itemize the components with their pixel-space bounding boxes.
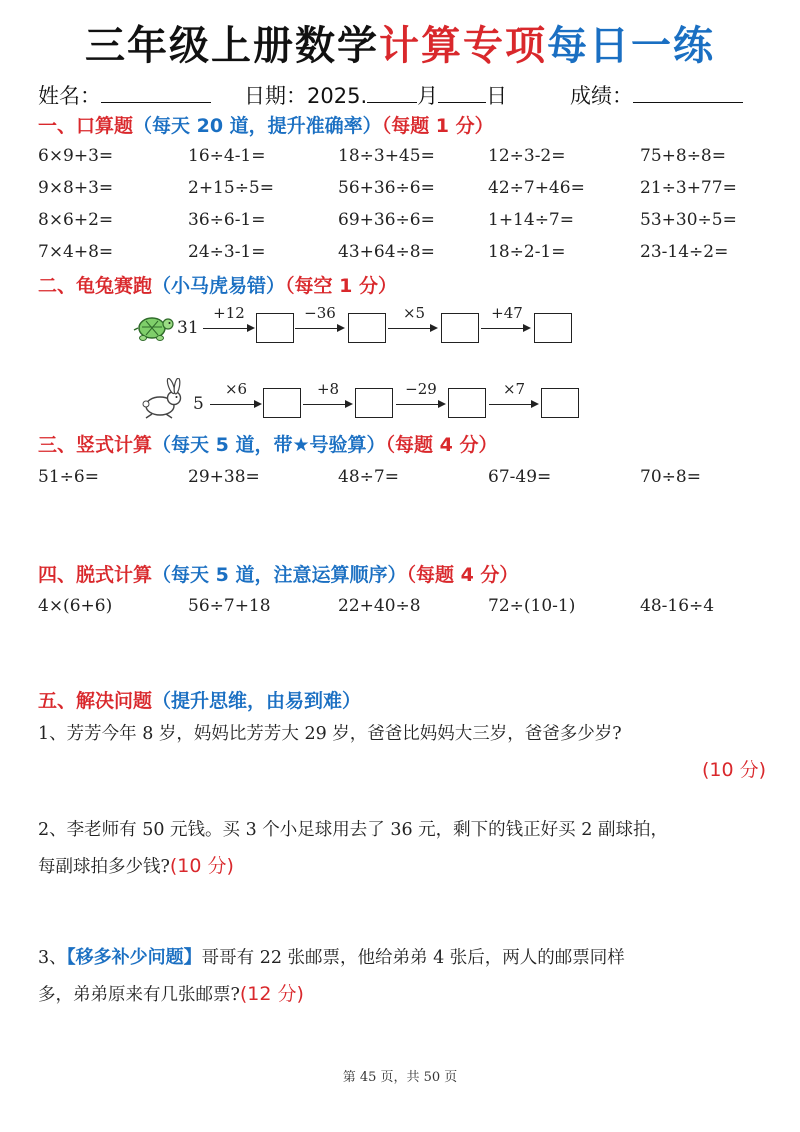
chain2-arrow3 [396,404,444,405]
vertical-item: 67-49= [488,467,552,487]
section3-title: 三、竖式计算 [38,434,153,456]
score-blank[interactable] [633,82,743,103]
chain2-op3: −29 [405,380,437,398]
chain1-arrow4 [481,328,529,329]
section4-points: （每题 4 分） [406,564,519,586]
section5-desc: （提升思维，由易到难） [152,690,362,712]
name-field [38,80,211,110]
section3-heading [38,432,497,458]
question-3-points: (12 分) [239,983,304,1005]
vertical-item: 29+38= [188,467,260,487]
mental-math-item: 7×4+8= [38,242,114,262]
info-line [38,80,762,108]
chain1-arrow1 [203,328,253,329]
question-1-points: (10 分) [701,759,766,781]
section5-title: 五、解决问题 [38,690,153,712]
chain2-op1: ×6 [224,380,248,398]
date-field [244,80,507,110]
mental-math-row [38,210,768,236]
question-1-text: 1、芳芳今年 8 岁，妈妈比芳芳大 29 岁，爸爸比妈妈大三岁，爸爸多少岁? [38,724,622,744]
section2-title: 二、龟兔赛跑 [38,275,153,297]
score-field [570,80,743,110]
stepwise-calc-row [38,596,768,622]
chain2-arrow2 [303,404,351,405]
section1-heading [38,113,494,139]
vertical-calc-row [38,467,768,493]
section5-heading [38,688,361,714]
chain1-box4[interactable] [534,313,572,343]
chain2-box3[interactable] [448,388,486,418]
section1-title: 一、口算题 [38,115,134,137]
chain2-arrow4 [489,404,537,405]
section4-desc: （每天 5 道，注意运算顺序） [152,564,407,586]
day-blank[interactable] [438,82,486,103]
chain1-box1[interactable] [256,313,294,343]
vertical-item: 70÷8= [640,467,701,487]
mental-math-row [38,178,768,204]
chain1-op1: +12 [213,304,245,322]
rabbit-icon [138,378,186,420]
stepwise-item: 22+40÷8 [338,596,421,616]
mental-math-item: 69+36÷6= [338,210,435,230]
vertical-item: 51÷6= [38,467,99,487]
section1-desc: （每天 20 道，提升准确率） [133,115,382,137]
chain1-op3: ×5 [402,304,426,322]
month-label: 月 [417,84,439,108]
score-label: 成绩： [570,84,633,108]
page-title [0,20,800,72]
question-2-points: (10 分) [169,855,234,877]
chain1-arrow2 [295,328,343,329]
chain1-op2: −36 [304,304,336,322]
mental-math-item: 23-14÷2= [640,242,729,262]
mental-math-item: 42÷7+46= [488,178,585,198]
mental-math-item: 16÷4-1= [188,146,266,166]
chain1-box2[interactable] [348,313,386,343]
question-3 [38,940,766,1013]
chain2-box2[interactable] [355,388,393,418]
chain2-op4: ×7 [502,380,526,398]
section2-heading [38,273,397,299]
date-label: 日期：2025. [244,84,368,108]
chain1-op4: +47 [491,304,523,322]
chain2-box4[interactable] [541,388,579,418]
turtle-icon [132,310,174,344]
question-3-tag: 【移多补少问题】 [66,947,202,968]
section2-desc: （小马虎易错） [152,275,286,297]
mental-math-item: 75+8÷8= [640,146,726,166]
chain2-arrow1 [210,404,260,405]
chain1-box3[interactable] [441,313,479,343]
question-2-line2: 每副球拍多少钱? [38,857,170,877]
chain1-arrow3 [388,328,436,329]
stepwise-item: 56÷7+18 [188,596,271,616]
section3-points: （每题 4 分） [385,434,498,456]
section4-title: 四、脱式计算 [38,564,153,586]
title-part1: 三年级上册数学 [85,23,379,69]
mental-math-item: 43+64÷8= [338,242,435,262]
chain1-start: 31 [177,318,199,338]
mental-math-item: 1+14÷7= [488,210,574,230]
section4-heading [38,562,518,588]
question-2-line1: 2、李老师有 50 元钱。买 3 个小足球用去了 36 元，剩下的钱正好买 2 副球拍， [38,820,668,840]
name-blank[interactable] [101,82,211,103]
day-label: 日 [486,84,508,108]
section3-desc: （每天 5 道，带★号验算） [152,434,386,456]
mental-math-row [38,146,768,172]
month-blank[interactable] [367,82,417,103]
mental-math-item: 24÷3-1= [188,242,266,262]
title-part3: 每日一练 [547,23,715,69]
question-1 [38,716,766,789]
mental-math-item: 9×8+3= [38,178,114,198]
title-part2: 计算专项 [379,23,547,69]
mental-math-item: 2+15÷5= [188,178,274,198]
mental-math-row [38,242,768,268]
chain2-box1[interactable] [263,388,301,418]
chain2-start: 5 [193,394,204,414]
vertical-item: 48÷7= [338,467,399,487]
stepwise-item: 72÷(10-1) [488,596,576,616]
section2-points: （每空 1 分） [285,275,397,297]
name-label: 姓名： [38,84,101,108]
stepwise-item: 48-16÷4 [640,596,715,616]
mental-math-item: 56+36÷6= [338,178,435,198]
stepwise-item: 4×(6+6) [38,596,113,616]
mental-math-item: 12÷3-2= [488,146,566,166]
mental-math-item: 53+30÷5= [640,210,737,230]
mental-math-item: 6×9+3= [38,146,114,166]
question-2 [38,812,766,885]
mental-math-item: 21÷3+77= [640,178,737,198]
mental-math-item: 18÷2-1= [488,242,566,262]
mental-math-item: 18÷3+45= [338,146,435,166]
page-footer: 第 45 页，共 50 页 [342,1070,458,1085]
question-3-line2: 多，弟弟原来有几张邮票? [38,985,240,1005]
chain2-op2: +8 [316,380,340,398]
mental-math-item: 8×6+2= [38,210,114,230]
question-3-prefix: 3、 [38,948,67,968]
mental-math-item: 36÷6-1= [188,210,266,230]
section1-points: （每题 1 分） [381,115,494,137]
question-3-line1: 哥哥有 22 张邮票，他给弟弟 4 张后，两人的邮票同样 [201,948,625,968]
